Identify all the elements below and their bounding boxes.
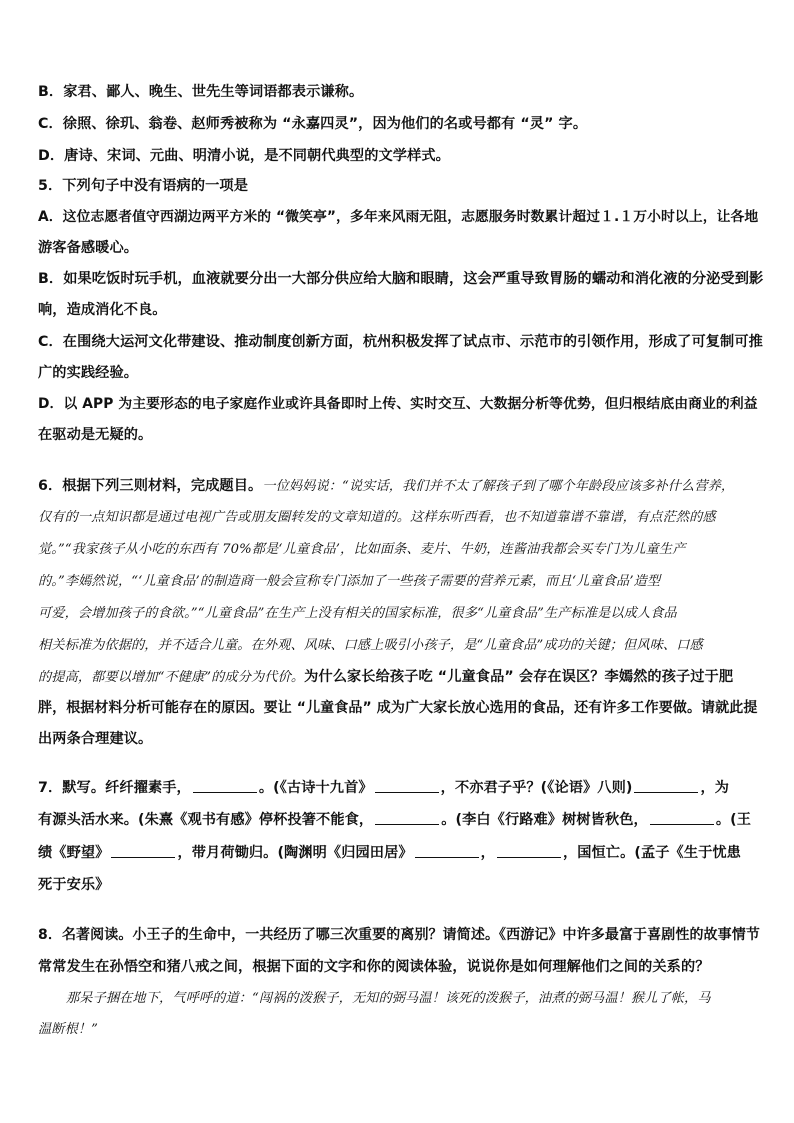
q6-material-end: 的提高，都要以增加“不健康”的成分为代价。 [38, 670, 305, 685]
q6-line5: 可爱，会增加孩子的食欲。”“儿童食品”在生产上没有相关的国家标准，很多“儿童食品”生产标准是以成人食品 [38, 606, 677, 621]
q6-stem: 6．根据下列三则材料，完成题目。 [38, 478, 263, 494]
q8-excerpt-line2: 温断根！” [38, 1022, 98, 1037]
answer-blank[interactable] [650, 810, 714, 825]
q8-excerpt-line1: 那呆子捆在地下，气呼呼的道：“闯祸的泼猴子，无知的弼马温！该死的泼猴子，油煮的弼马温！猴儿了帐，马 [66, 991, 711, 1006]
q6-line8: 胖，根据材料分析可能存在的原因。要让 “儿童食品” 成为广大家长放心选用的食品，还有许多工作要做。请就此提 [38, 700, 758, 716]
q5-option-d-line1: D．以 APP 为主要形态的电子家庭作业或许具备即时上传、实时交互、大数据分析等优势，但归根结底由商业的利益 [38, 396, 758, 412]
q7-text-1: 7．默写。纤纤擢素手， [38, 780, 191, 796]
q7-text-6: 。(李白《行路难》树树皆秋色， [441, 812, 648, 828]
q7-text-5: 有源头活水来。(朱熹《观书有感》停杯投箸不能食， [38, 812, 374, 828]
q8-line2: 常常发生在孙悟空和猪八戒之间，根据下面的文字和你的阅读体验，说说你是如何理解他们之间的关系的？ [38, 959, 710, 975]
q7-line2 [38, 810, 751, 830]
q7-line4: 死于安乐》 [38, 877, 110, 893]
q7-line3 [38, 843, 741, 863]
q6-line2: 仅有的一点知识都是通过电视广告或朋友圈转发的文章知道的。这样东听西看，也不知道靠谱不靠谱，有点茫然的感 [38, 510, 716, 525]
q7-line1 [38, 778, 729, 798]
q6-line6: 相关标准为依据的，并不适合儿童。在外观、风味、口感上吸引小孩子，是“儿童食品”成功的关键；但风味、口感 [38, 638, 703, 653]
q7-text-3: ，不亦君子乎？(《论语》八则) [440, 780, 633, 796]
q6-material-start: 一位妈妈说：“说实话，我们并不太了解孩子到了哪个年龄段应该多补什么营养， [262, 479, 735, 494]
q7-text-8: 绩《野望》 [38, 845, 110, 861]
q7-text-7: 。(王 [715, 812, 751, 828]
q5-option-a-line2: 游客备感暖心。 [38, 240, 139, 256]
q7-text-2: 。(《古诗十九首》 [258, 780, 373, 796]
option-q4-c: C．徐照、徐玑、翁卷、赵师秀被称为 “永嘉四灵”，因为他们的名或号都有 “灵” 字。 [38, 116, 588, 132]
option-q4-b: B．家君、鄙人、晚生、世先生等词语都表示谦称。 [38, 84, 364, 100]
q5-stem: 5．下列句子中没有语病的一项是 [38, 178, 248, 194]
q6-line1 [38, 476, 734, 497]
option-q4-d: D．唐诗、宋词、元曲、明清小说，是不同朝代典型的文学样式。 [38, 148, 450, 164]
q6-line3: 觉。”“我家孩子从小吃的东西有 70%都是‘儿童食品’，比如面条、麦片、牛奶，连酱油我都会买专门为儿童生产 [38, 542, 686, 557]
answer-blank[interactable] [193, 778, 257, 793]
q5-option-d-line2: 在驱动是无疑的。 [38, 427, 153, 443]
q6-line7 [38, 667, 733, 688]
answer-blank[interactable] [375, 810, 439, 825]
q8-line1: 8．名著阅读。小王子的生命中，一共经历了哪三次重要的离别？请简述。《西游记》中许多最富于喜剧性的故事情节 [38, 927, 760, 943]
answer-blank[interactable] [497, 843, 561, 858]
answer-blank[interactable] [634, 778, 698, 793]
q5-option-a-line1: A．这位志愿者值守西湖边两平方米的 “微笑亭”，多年来风雨无阻，志愿服务时数累计超过１.１万小时以上，让各地 [38, 209, 759, 225]
q6-question-start: 为什么家长给孩子吃 “儿童食品” 会存在误区？李嫣然的孩子过于肥 [304, 669, 734, 685]
q5-option-c-line2: 广的实践经验。 [38, 365, 139, 381]
q5-option-c-line1: C．在围绕大运河文化带建设、推动制度创新方面，杭州积极发挥了试点市、示范市的引领作用，形成了可复制可推 [38, 334, 763, 350]
answer-blank[interactable] [111, 843, 175, 858]
q5-option-b-line1: B．如果吃饭时玩手机，血液就要分出一大部分供应给大脑和眼睛，这会严重导致胃肠的蠕动和消化液的分泌受到影 [38, 271, 764, 287]
q5-option-b-line2: 响，造成消化不良。 [38, 302, 167, 318]
answer-blank[interactable] [375, 778, 439, 793]
q7-text-10: ， [480, 845, 495, 861]
q7-text-11: ，国恒亡。(孟子《生于忧患 [562, 845, 741, 861]
answer-blank[interactable] [415, 843, 479, 858]
q7-text-9: ，带月荷锄归。(陶渊明《归园田居》 [177, 845, 413, 861]
q6-line4: 的。”李嫣然说，“‘儿童食品’的制造商一般会宣称专门添加了一些孩子需要的营养元素，而且‘儿童食品’造型 [38, 574, 661, 589]
q6-line9: 出两条合理建议。 [38, 731, 153, 747]
q7-text-4: ，为 [700, 780, 730, 796]
